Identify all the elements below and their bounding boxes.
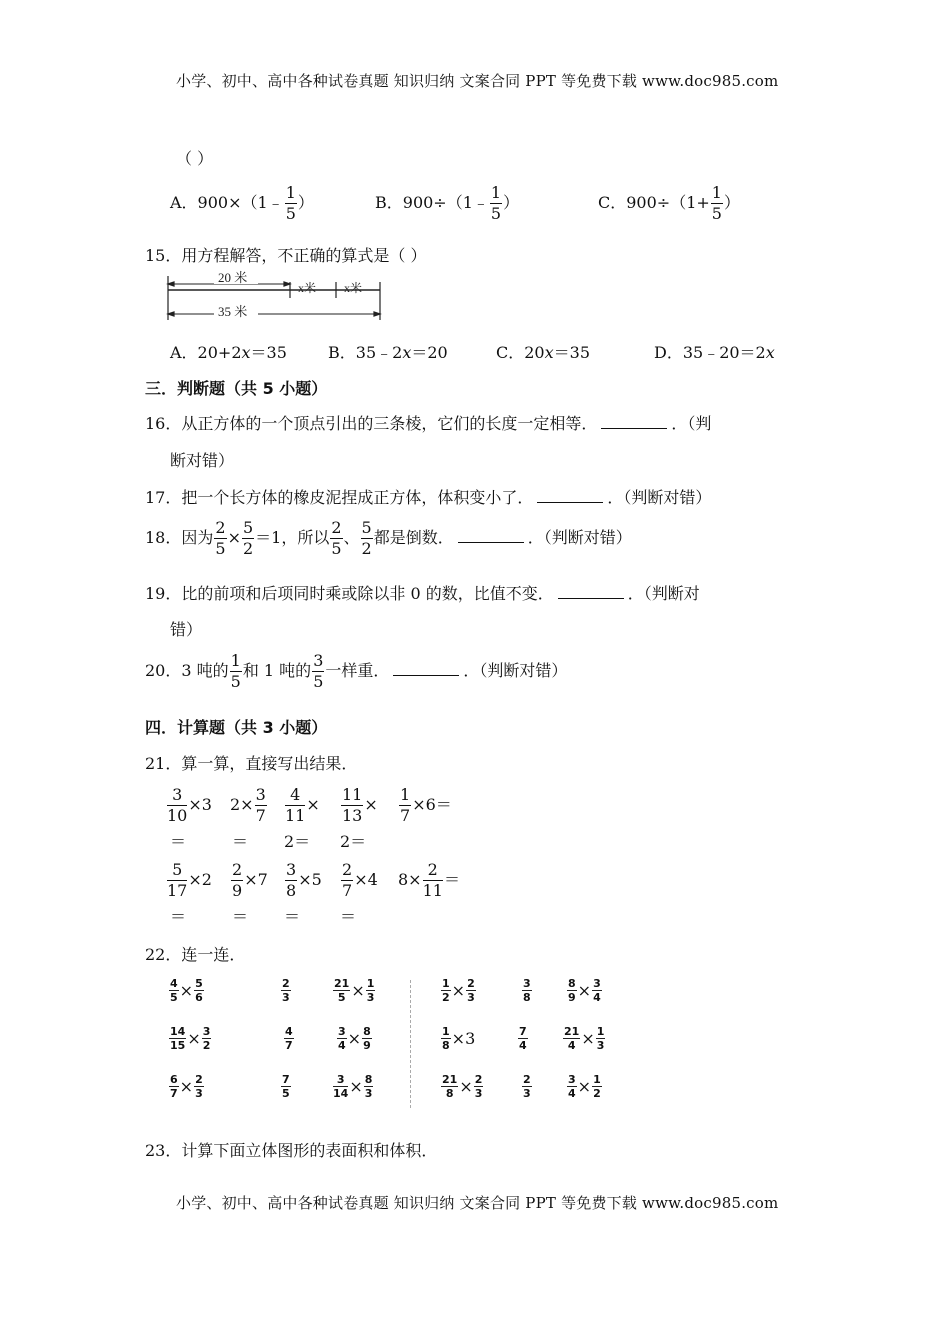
diagram-label-x2: x米 [344,281,363,295]
q22-right-r3-a[interactable]: $\frac{21}{8}$ × $\frac{2}{3}$ [442,1073,483,1100]
q21-r2-expr3: $\frac{3}{8}$ ×5 [286,860,322,900]
q16-line2: 断对错） [170,451,235,470]
q15-option-c[interactable]: C．20x＝35 [496,343,591,362]
answer-blank[interactable] [537,488,603,503]
q14-option-c[interactable]: C．900÷（1+ $\frac{1}{5}$ ） [598,183,740,223]
q15-segment-diagram [166,270,386,326]
q21-r1-answer3[interactable]: 2＝ [284,832,311,851]
arrow-head [168,282,174,286]
q21-r1-expr1: $\frac{3}{10}$ ×3 [167,785,212,825]
fraction: $\frac{2}{5}$ [331,518,342,558]
answer-blank[interactable] [558,584,624,599]
q21-r1-answer1[interactable]: ＝ [170,832,187,851]
q21-r1-expr3: $\frac{4}{11}$ × [285,785,320,825]
q15-option-d[interactable]: D．35﹣20＝2x [654,343,775,362]
q22-right-r3-d[interactable]: $\frac{3}{4}$ × $\frac{1}{2}$ [568,1073,601,1100]
q21-r2-answer4[interactable]: ＝ [340,907,357,926]
q21-stem: 21．算一算，直接写出结果． [145,754,358,773]
q21-r2-expr4: $\frac{2}{7}$ ×4 [342,860,378,900]
diagram-label-x1: x米 [298,281,317,295]
q21-r1-expr2: 2× $\frac{3}{7}$ [230,785,266,825]
q16-line1: 16．从正方体的一个顶点引出的三条棱，它们的长度一定相等． ．（判 [145,414,712,433]
q15-stem: 15．用方程解答，不正确的算式是（ ） [145,246,427,265]
q22-right-r1-d[interactable]: $\frac{8}{9}$ × $\frac{3}{4}$ [568,977,601,1004]
q22-right-r2-c[interactable]: $\frac{7}{4}$ [519,1025,527,1052]
q14-option-b[interactable]: B．900÷（1﹣ $\frac{1}{5}$ ） [375,183,520,223]
q21-r2-answer3[interactable]: ＝ [284,907,301,926]
q19-line2: 错） [170,620,203,639]
fraction: $\frac{1}{5}$ [230,651,241,691]
q14-option-a[interactable]: A．900×（1﹣ $\frac{1}{5}$ ） [170,183,314,223]
page-header: 小学、初中、高中各种试卷真题 知识归纳 文案合同 PPT 等免费下载 www.doc985.com [176,72,779,90]
q22-right-r2-a[interactable]: $\frac{1}{8}$ ×3 [442,1025,476,1052]
q22-right-r3-c[interactable]: $\frac{2}{3}$ [523,1073,531,1100]
q22-left-r2-a[interactable]: $\frac{14}{15}$ × $\frac{3}{2}$ [170,1025,211,1052]
q20: 20．3 吨的 $\frac{1}{5}$ 和 1 吨的 $\frac{3}{5}$ 一样重． ．（判断对错） [145,651,568,691]
fraction: $\frac{5}{2}$ [242,518,254,558]
q17: 17．把一个长方体的橡皮泥捏成正方体，体积变小了． ．（判断对错） [145,488,712,507]
q22-right-r1-a[interactable]: $\frac{1}{2}$ × $\frac{2}{3}$ [442,977,475,1004]
q21-r2-expr5: 8× $\frac{2}{11}$ ＝ [398,860,460,900]
q15-option-a[interactable]: A．20+2x＝35 [170,343,287,362]
q22-left-r3-c[interactable]: $\frac{7}{5}$ [282,1073,290,1100]
fraction: $\frac{2}{5}$ [215,518,226,558]
q21-r1-answer2[interactable]: ＝ [232,832,249,851]
fraction: $\frac{1}{5}$ [490,183,502,223]
q21-r2-expr1: $\frac{5}{17}$ ×2 [167,860,212,900]
answer-blank[interactable] [393,661,459,676]
fraction: $\frac{5}{2}$ [361,518,372,558]
section-4-title: 四．计算题（共 3 小题） [145,718,328,737]
q19-line1: 19．比的前项和后项同时乘或除以非 0 的数，比值不变． ．（判断对 [145,584,700,603]
q21-r2-answer2[interactable]: ＝ [232,907,249,926]
section-3-title: 三．判断题（共 5 小题） [145,379,328,398]
arrow-head [284,282,290,286]
arrow-head [168,312,174,316]
q22-right-r1-c[interactable]: $\frac{3}{8}$ [523,977,531,1004]
fraction: $\frac{3}{5}$ [313,651,324,691]
q22-left-r1-d[interactable]: $\frac{21}{5}$ × $\frac{1}{3}$ [334,977,375,1004]
q15-option-b[interactable]: B．35﹣2x＝20 [328,343,448,362]
q21-r2-expr2: $\frac{2}{9}$ ×7 [232,860,268,900]
answer-blank[interactable] [601,414,667,429]
q22-right-r2-d[interactable]: $\frac{21}{4}$ × $\frac{1}{3}$ [564,1025,605,1052]
q22-left-r1-a[interactable]: $\frac{4}{5}$ × $\frac{5}{6}$ [170,977,203,1004]
diagram-label-35m: 35 米 [218,304,248,319]
diagram-label-20m: 20 米 [218,270,248,285]
q22-left-r3-a[interactable]: $\frac{6}{7}$ × $\frac{2}{3}$ [170,1073,203,1100]
q22-left-r2-d[interactable]: $\frac{3}{4}$ × $\frac{8}{9}$ [338,1025,371,1052]
q22-left-r2-c[interactable]: $\frac{4}{7}$ [285,1025,293,1052]
q21-r1-expr4: $\frac{11}{13}$ × [342,785,378,825]
q21-r1-expr5: $\frac{1}{7}$ ×6＝ [400,785,452,825]
fraction: $\frac{1}{5}$ [711,183,722,223]
answer-blank[interactable] [458,528,524,543]
q22-divider [410,980,411,1108]
fraction: $\frac{1}{5}$ [285,183,296,223]
q22-stem: 22．连一连． [145,945,246,964]
q21-r1-answer4[interactable]: 2＝ [340,832,367,851]
arrow-head [374,312,380,316]
q18: 18．因为 $\frac{2}{5}$ × $\frac{5}{2}$ ＝1，所以 $\frac{2}{5}$ 、 $\frac{5}{2}$ 都是倒数． ．（判断对错） [145,518,632,558]
q23-stem: 23．计算下面立体图形的表面积和体积． [145,1141,438,1160]
q22-left-r1-c[interactable]: $\frac{2}{3}$ [282,977,290,1004]
q22-left-r3-d[interactable]: $\frac{3}{14}$ × $\frac{8}{3}$ [333,1073,373,1100]
q14-answer-paren: （ ） [176,149,214,168]
q14-options [170,185,314,222]
q21-r2-answer1[interactable]: ＝ [170,907,187,926]
page-footer: 小学、初中、高中各种试卷真题 知识归纳 文案合同 PPT 等免费下载 www.doc985.com [176,1194,779,1212]
